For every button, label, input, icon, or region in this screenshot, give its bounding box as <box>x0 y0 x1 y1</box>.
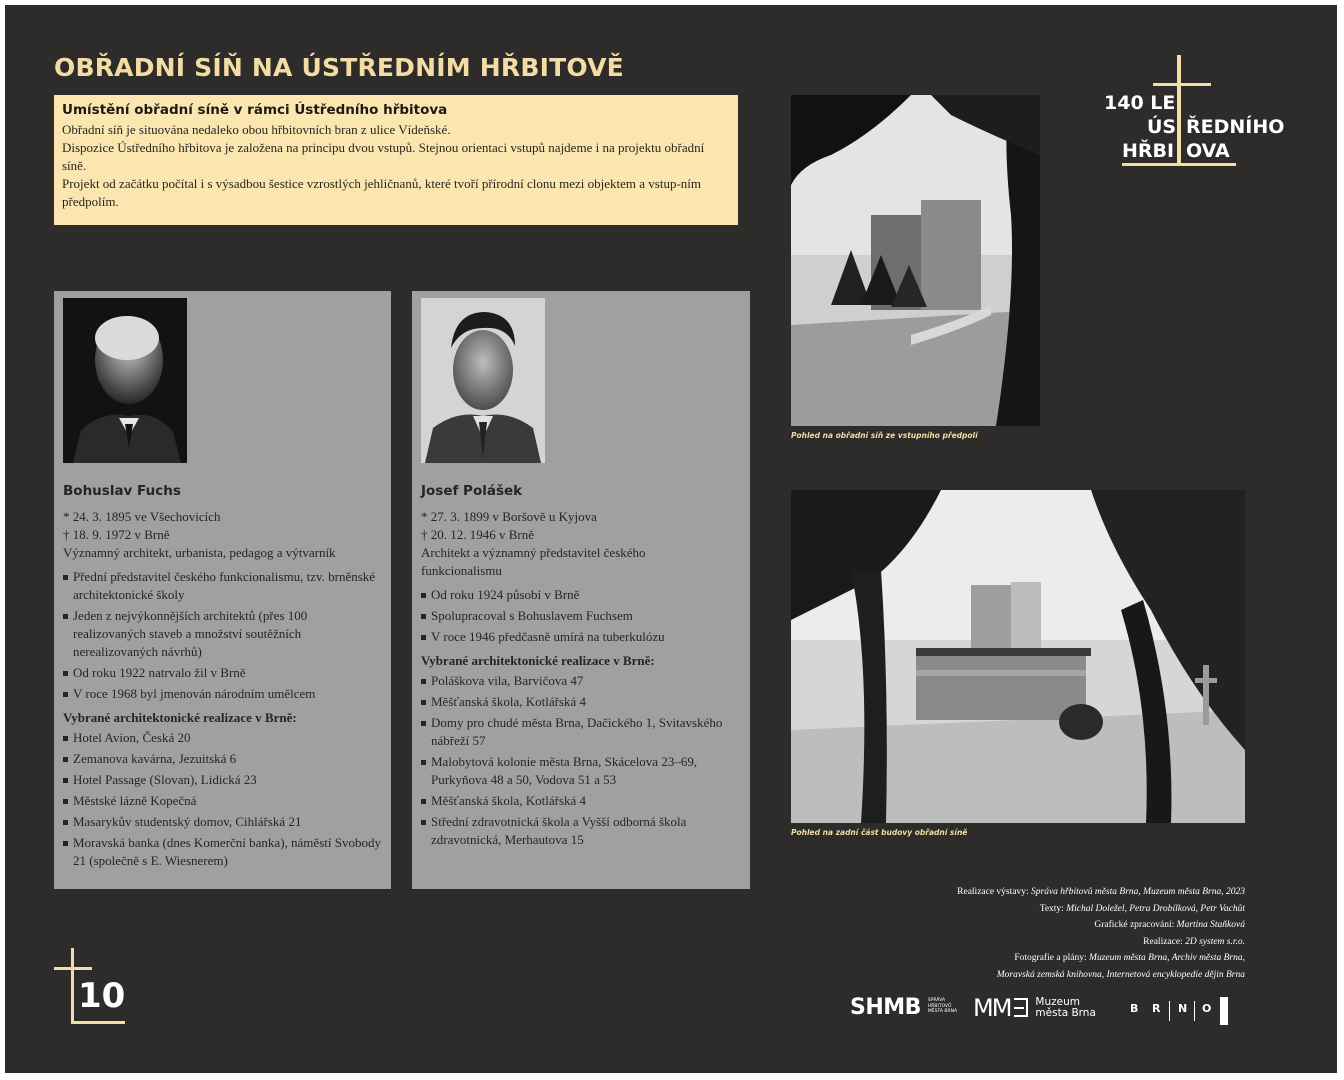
muzeum-line: Muzeum <box>1035 996 1080 1008</box>
portrait-polasek <box>421 298 545 463</box>
credit-label: Fotografie a plány: <box>1014 953 1087 963</box>
credit-label: Grafické zpracování: <box>1094 920 1175 930</box>
credit-value: Moravská zemská knihovna, Internetová encyklopedie dějin Brna <box>996 969 1245 980</box>
logo-line-3: HŘBI <box>1122 140 1175 162</box>
list-item: Měšťanská škola, Kotlářská 4 <box>421 693 741 711</box>
photo-rear-image <box>791 490 1245 823</box>
anniversary-logo <box>1104 55 1294 173</box>
cross-vertical <box>71 948 74 1024</box>
list-item: Od roku 1922 natrvalo žil v Brně <box>63 664 382 682</box>
logo-cross-horizontal <box>1153 83 1211 86</box>
intro-heading: Umístění obřadní síně v rámci Ústředního hřbitova <box>62 102 448 118</box>
credit-row <box>745 967 1245 984</box>
credit-value: 2D system s.r.o. <box>1185 936 1245 947</box>
list-item: Zemanova kavárna, Jezuitská 6 <box>63 750 382 768</box>
photo-entrance-image <box>791 95 1040 426</box>
muzeum-line: města Brna <box>1035 1007 1096 1019</box>
muzeum-logo <box>973 995 1096 1021</box>
list-item: Masarykův studentský domov, Cihlářská 21 <box>63 813 382 831</box>
death-date: † 18. 9. 1972 v Brně <box>63 527 170 542</box>
brno-letter: N <box>1178 1002 1188 1015</box>
works-list <box>421 672 741 849</box>
credit-row <box>745 901 1245 918</box>
credit-row <box>745 917 1245 934</box>
credit-value: Muzeum města Brna, Archiv města Brna, <box>1089 953 1245 963</box>
facts-list <box>421 586 741 646</box>
credit-row <box>745 950 1245 967</box>
logo-line-2: ÚS <box>1147 116 1177 138</box>
credit-value: Martina Staňková <box>1176 920 1245 930</box>
list-item: Domy pro chudé města Brna, Dačického 1, Svitavského nábřeží 57 <box>421 714 741 750</box>
list-item: Hotel Avion, Česká 20 <box>63 729 382 747</box>
brno-letter: O <box>1202 1002 1212 1015</box>
credit-row <box>745 884 1245 901</box>
photo-rear <box>791 490 1245 837</box>
person-description: Architekt a významný představitel českého funkcionalismu <box>421 545 646 578</box>
shmb-sub: MĚSTA BRNA <box>927 1009 958 1014</box>
birth-date: * 27. 3. 1899 v Boršově u Kyjova <box>421 509 597 524</box>
list-item: Spolupracoval s Bohuslavem Fuchsem <box>421 607 741 625</box>
brno-divider <box>1169 1001 1170 1021</box>
credits <box>745 884 1245 983</box>
brno-letter: R <box>1152 1002 1161 1015</box>
brno-divider <box>1194 1001 1195 1021</box>
list-item: Přední představitel českého funkcionalismu, tzv. brněnské architektonické školy <box>63 568 382 604</box>
muzeum-mark: MM <box>973 994 1011 1022</box>
logo-line-3b: OVA <box>1186 140 1230 162</box>
credit-value: Michal Doležel, Petra Drobílková, Petr Vachůt <box>1066 903 1245 914</box>
logo-cross-vertical <box>1177 55 1181 165</box>
birth-date: * 24. 3. 1895 ve Všechovicích <box>63 509 221 524</box>
list-item: Měšťanská škola, Kotlářská 4 <box>421 792 741 810</box>
photo-caption: Pohled na obřadní síň ze vstupního předpolí <box>791 431 978 440</box>
works-heading: Vybrané architektonické realizace v Brně: <box>63 710 297 725</box>
list-item: Střední zdravotnická škola a Vyšší odborná škola zdravotnická, Merhautova 15 <box>421 813 741 849</box>
credit-label: Texty: <box>1039 903 1064 914</box>
logo-line-1: 140 LE <box>1104 92 1176 114</box>
photo-entrance <box>791 95 1040 440</box>
list-item: Jeden z nejvýkonnějších architektů (přes 100 realizovaných staveb a množství soutěžních nerealizovaných návrhů) <box>63 607 382 661</box>
credit-row <box>745 934 1245 951</box>
credit-label: Realizace výstavy: <box>957 887 1029 897</box>
number-underline <box>71 1021 125 1024</box>
list-item: Hotel Passage (Slovan), Lidická 23 <box>63 771 382 789</box>
intro-paragraph: Dispozice Ústředního hřbitova je založena na principu dvou vstupů. Stejnou orientaci vstupů najdeme i na projektu obřadní síně. <box>62 140 705 173</box>
list-item: Městské lázně Kopečná <box>63 792 382 810</box>
page-title: OBŘADNÍ SÍŇ NA ÚSTŘEDNÍM HŘBITOVĚ <box>54 53 624 82</box>
list-item: Moravská banka (dnes Komerční banka), náměstí Svobody 21 (společně s E. Wiesnerem) <box>63 834 382 870</box>
exhibition-panel <box>5 5 1337 1073</box>
brno-letter: B <box>1130 1002 1139 1015</box>
intro-paragraph: Obřadní síň je situována nedaleko obou hřbitovních bran z ulice Vídeňské. <box>62 122 451 137</box>
person-name: Josef Polášek <box>421 483 523 499</box>
logo-line-2b: ŘEDNÍHO <box>1186 116 1285 138</box>
shmb-wordmark: SHMB <box>850 995 921 1020</box>
works-list <box>63 729 382 870</box>
person-card-polasek <box>412 291 750 889</box>
list-item: V roce 1968 byl jmenován národním umělcem <box>63 685 382 703</box>
photo-caption: Pohled na zadní část budovy obřadní síně <box>791 828 968 837</box>
credit-label: Realizace: <box>1143 936 1183 947</box>
portrait-fuchs <box>63 298 187 463</box>
works-heading: Vybrané architektonické realizace v Brně: <box>421 653 655 668</box>
intro-box <box>54 95 738 225</box>
list-item: V roce 1946 předčasně umírá na tuberkulózu <box>421 628 741 646</box>
muzeum-e-icon <box>1014 998 1028 1017</box>
person-description: Významný architekt, urbanista, pedagog a výtvarník <box>63 545 336 560</box>
logo-underline <box>1122 163 1236 166</box>
list-item: Od roku 1924 působí v Brně <box>421 586 741 604</box>
facts-list <box>63 568 382 703</box>
person-name: Bohuslav Fuchs <box>63 483 181 499</box>
shmb-sub: SPRÁVA <box>927 998 946 1003</box>
shmb-logo <box>850 995 957 1021</box>
list-item: Malobytová kolonie města Brna, Skácelova 23–69, Purkyňova 48 a 50, Vodova 51 a 53 <box>421 753 741 789</box>
death-date: † 20. 12. 1946 v Brně <box>421 527 535 542</box>
list-item: Poláškova vila, Barvičova 47 <box>421 672 741 690</box>
intro-paragraph: Projekt od začátku počítal i s výsadbou šestice vzrostlých jehličnanů, které tvoří přírodní clonu mezi objektem a vstup-ním předpolím. <box>62 176 701 209</box>
cross-horizontal <box>54 967 92 970</box>
page-number: 10 <box>78 976 126 1016</box>
brno-block <box>1220 997 1228 1025</box>
credit-value: Správa hřbitovů města Brna, Muzeum města Brna, 2023 <box>1031 887 1245 897</box>
person-card-fuchs <box>54 291 391 889</box>
page-number-mark <box>54 948 134 1028</box>
shmb-sub: HŘBITOVŮ <box>927 1003 952 1009</box>
